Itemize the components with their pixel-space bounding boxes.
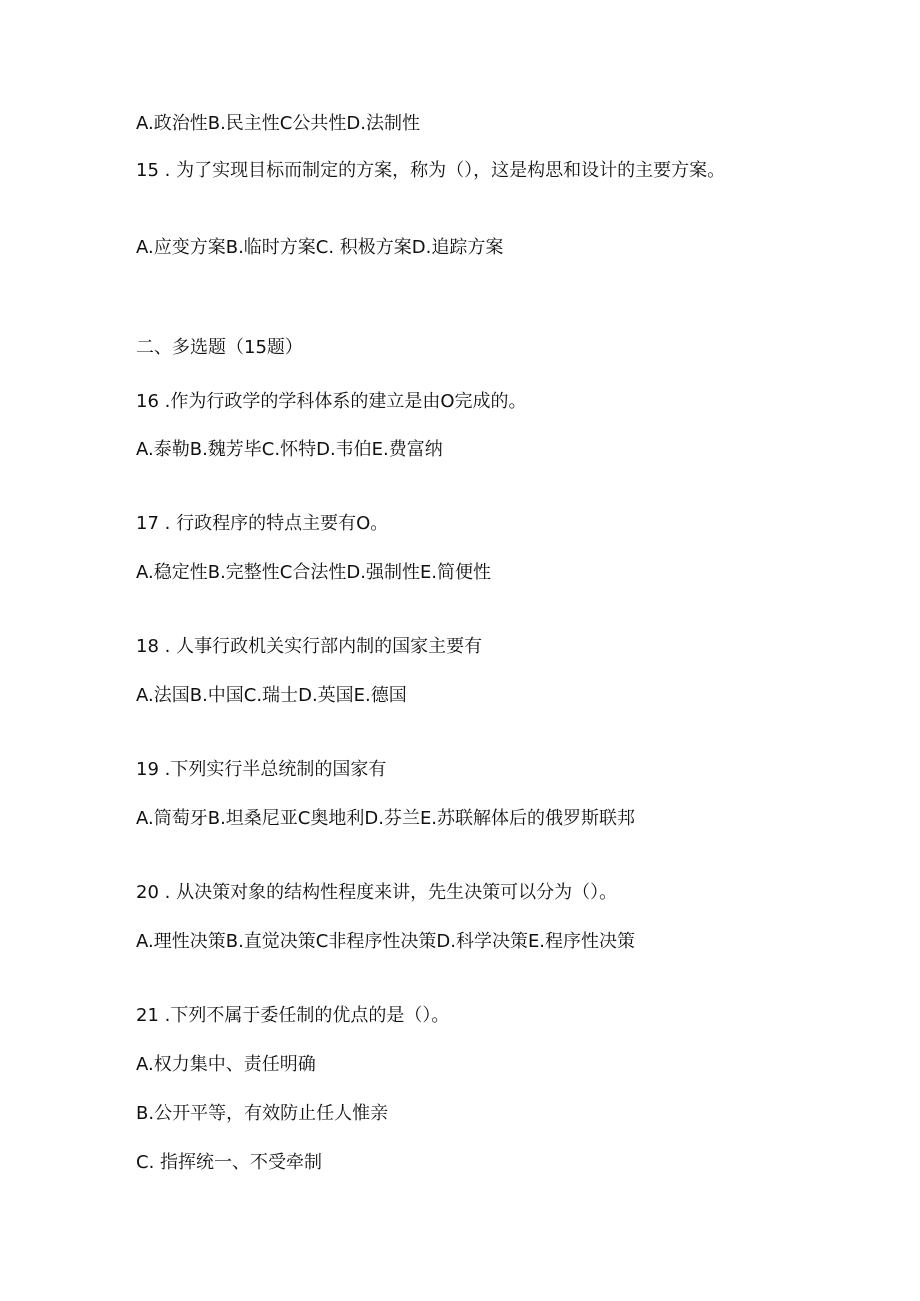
q21-question: 21 .下列不属于委任制的优点的是（）。 bbox=[136, 1005, 450, 1026]
section-heading: 二、多选题（15题） bbox=[136, 337, 303, 358]
q19-question: 19 .下列实行半总统制的国家有 bbox=[136, 759, 387, 780]
q14-options: A.政治性B.民主性C公共性D.法制性 bbox=[136, 113, 420, 134]
q19-options: A.筒萄牙B.坦桑尼亚C奥地利D.芬兰E.苏联解体后的俄罗斯联邦 bbox=[136, 808, 636, 829]
q21-option-c: C. 指挥统一、不受牵制 bbox=[136, 1152, 323, 1173]
q15-question: 15 . 为了实现目标而制定的方案，称为（），这是构思和设计的主要方案。 bbox=[136, 160, 726, 181]
q20-options: A.理性决策B.直觉决策C非程序性决策D.科学决策E.程序性决策 bbox=[136, 931, 636, 952]
q20-question: 20 . 从决策对象的结构性程度来讲，先生决策可以分为（）。 bbox=[136, 882, 618, 903]
q21-option-a: A.权力集中、责任明确 bbox=[136, 1054, 316, 1075]
q18-options: A.法国B.中国C.瑞士D.英国E.德国 bbox=[136, 685, 407, 706]
q16-question: 16 .作为行政学的学科体系的建立是由O完成的。 bbox=[136, 391, 527, 412]
q17-options: A.稳定性B.完整性C合法性D.强制性E.简便性 bbox=[136, 562, 492, 583]
q16-options: A.泰勒B.魏芳毕C.怀特D.韦伯E.费富纳 bbox=[136, 439, 443, 460]
q15-options: A.应变方案B.临时方案C. 积极方案D.追踪方案 bbox=[136, 237, 504, 258]
q18-question: 18 . 人事行政机关实行部内制的国家主要有 bbox=[136, 636, 483, 657]
q21-option-b: B.公开平等，有效防止任人惟亲 bbox=[136, 1103, 389, 1124]
q17-question: 17 . 行政程序的特点主要有O。 bbox=[136, 513, 389, 534]
